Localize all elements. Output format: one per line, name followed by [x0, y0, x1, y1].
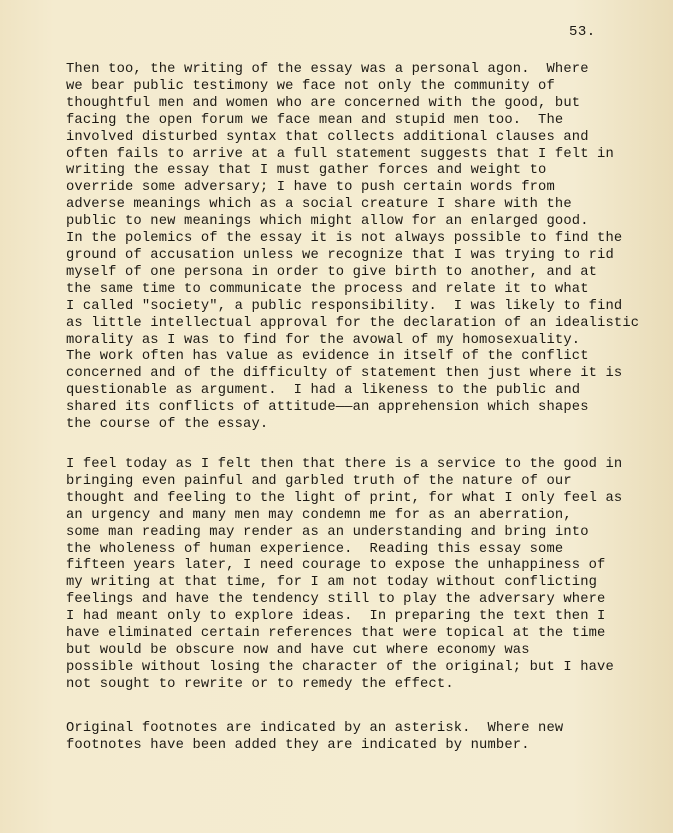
- text-line: thought and feeling to the light of print, for what I only feel as: [66, 490, 623, 506]
- text-line: myself of one persona in order to give birth to another, and at: [66, 264, 598, 280]
- text-line: adverse meanings which as a social creature I share with the: [66, 197, 572, 213]
- text-line: an urgency and many men may condemn me for as an aberration,: [66, 507, 572, 523]
- text-line: the same time to communicate the process and relate it to what: [66, 281, 589, 297]
- text-line: we bear public testimony we face not only the community of: [66, 78, 555, 94]
- text-line: the wholeness of human experience. Reading this essay some: [66, 541, 564, 557]
- text-line: footnotes have been added they are indicated by number.: [66, 737, 530, 753]
- text-line: override some adversary; I have to push certain words from: [66, 180, 555, 196]
- text-line: shared its conflicts of attitude——an apprehension which shapes: [66, 400, 589, 416]
- text-line: I had meant only to explore ideas. In preparing the text then I: [66, 609, 606, 625]
- text-line: questionable as argument. I had a likeness to the public and: [66, 383, 581, 399]
- text-line: my writing at that time, for I am not today without conflicting: [66, 575, 598, 591]
- text-line: public to new meanings which might allow for an enlarged good.: [66, 214, 589, 230]
- text-line: feelings and have the tendency still to play the adversary where: [66, 592, 606, 608]
- text-line: ground of accusation unless we recognize that I was trying to rid: [66, 247, 614, 263]
- text-line: possible without losing the character of the original; but I have: [66, 659, 614, 675]
- text-line: Original footnotes are indicated by an asterisk. Where new: [66, 721, 564, 736]
- text-line: morality as I was to find for the avowal of my homosexuality.: [66, 332, 581, 348]
- text-line: some man reading may render as an understanding and bring into: [66, 524, 589, 540]
- text-line: often fails to arrive at a full statement suggests that I felt in: [66, 146, 614, 162]
- paragraph-footnotes-note: [66, 721, 606, 755]
- text-line: The work often has value as evidence in itself of the conflict: [66, 349, 589, 365]
- text-line: concerned and of the difficulty of statement then just where it is: [66, 366, 623, 382]
- text-line: In the polemics of the essay it is not always possible to find the: [66, 231, 623, 247]
- text-line: the course of the essay.: [66, 417, 269, 433]
- text-line: not sought to rewrite or to remedy the effect.: [66, 676, 454, 692]
- paragraph-service-to-good: [66, 457, 623, 694]
- text-line: as little intellectual approval for the declaration of an idealistic: [66, 315, 640, 331]
- paragraph-personal-agon: [66, 62, 640, 434]
- text-line: thoughtful men and women who are concerned with the good, but: [66, 95, 581, 111]
- text-line: involved disturbed syntax that collects additional clauses and: [66, 129, 589, 145]
- text-line: have eliminated certain references that were topical at the time: [66, 626, 606, 642]
- text-line: but would be obscure now and have cut where economy was: [66, 642, 530, 658]
- text-line: bringing even painful and garbled truth of the nature of our: [66, 473, 572, 489]
- text-line: I feel today as I felt then that there is a service to the good in: [66, 457, 623, 472]
- text-line: Then too, the writing of the essay was a personal agon. Where: [66, 62, 589, 77]
- page-number: 53.: [569, 24, 596, 40]
- text-line: fifteen years later, I need courage to expose the unhappiness of: [66, 558, 606, 574]
- text-line: facing the open forum we face mean and stupid men too. The: [66, 112, 564, 128]
- text-line: writing the essay that I must gather forces and weight to: [66, 163, 547, 179]
- text-line: I called "society", a public responsibility. I was likely to find: [66, 298, 623, 314]
